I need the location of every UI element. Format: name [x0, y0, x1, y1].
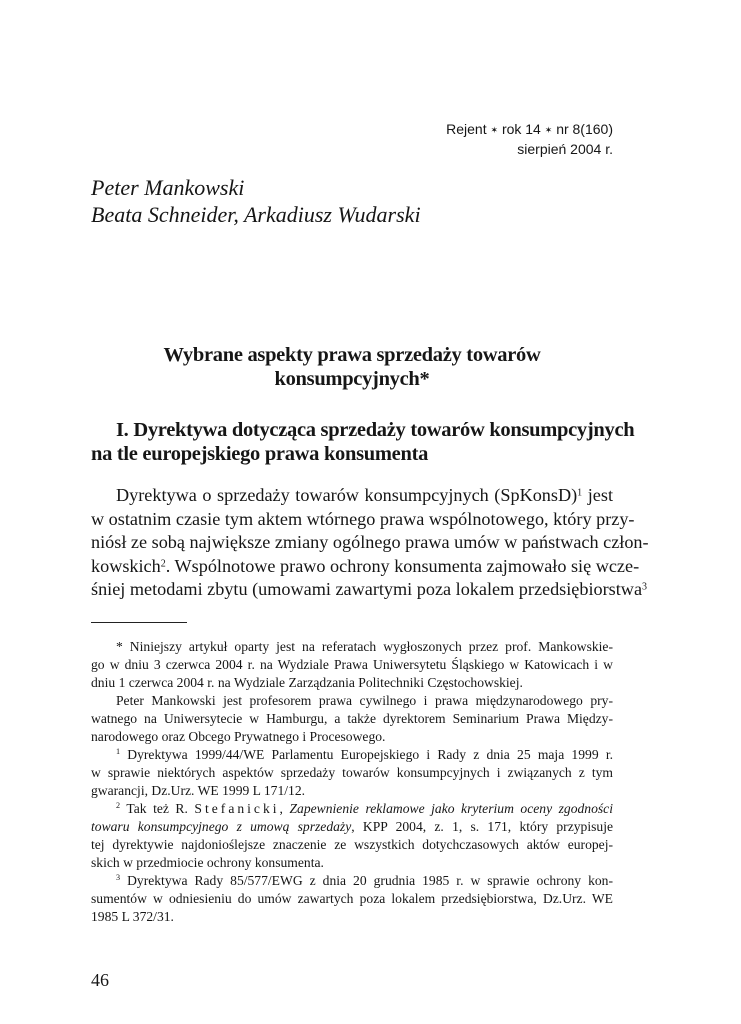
body-line: niósł ze sobą największe zmiany ogólnego prawa umów w państwach człon-: [91, 532, 649, 553]
star-separator-icon: ✶: [490, 125, 499, 135]
journal-date: sierpień 2004 r.: [517, 141, 613, 157]
footnote-line: [91, 872, 613, 890]
star-separator-icon: ✶: [544, 125, 553, 135]
footnote-line: * Niniejszy artykuł oparty jest na referatach wygłoszonych przez prof. Mankowskie-: [116, 639, 613, 654]
footnote-text: Dyrektywa Rady 85/577/EWG z dnia 20 grudnia 1985 r. w sprawie ochrony kon-: [127, 873, 613, 888]
section-heading-line: I. Dyrektywa dotycząca sprzedaży towarów konsumpcyjnych: [116, 419, 635, 441]
body-text: śniej metodami zbytu (umowami zawartymi poza lokalem przedsiębiorstwa: [91, 579, 643, 600]
cited-author: Stefanicki: [194, 801, 280, 816]
title-line: konsumpcyjnych*: [274, 368, 430, 390]
footnote-line: skich w przedmiocie ochrony konsumenta.: [91, 855, 324, 870]
journal-name: Rejent: [446, 121, 487, 137]
journal-volume: rok 14: [501, 121, 541, 137]
footnote-ref: 2: [160, 558, 166, 570]
journal-issue: nr 8(160): [556, 121, 613, 137]
body-line: w ostatnim czasie tym aktem wtórnego prawa wspólnotowego, który przy-: [91, 508, 635, 529]
footnote-text: Tak też R.: [126, 801, 188, 816]
footnote-line: dniu 1 czerwca 2004 r. na Wydziale Zarządzania Politechniki Częstochowskiej.: [91, 675, 523, 690]
footnote-ref: 3: [642, 581, 648, 593]
footnote-line: 1985 L 372/31.: [91, 909, 174, 924]
body-line: [91, 484, 613, 508]
footnote-line: sumentów w odniesieniu do umów zawartych poza lokalem przedsiębiorstwa, Dz.Urz. WE: [91, 891, 613, 906]
footnote-divider: [91, 622, 187, 623]
footnote-line: narodowego oraz Obcego Prywatnego i Procesowego.: [91, 729, 386, 744]
title-line: Wybrane aspekty prawa sprzedaży towarów: [163, 344, 541, 366]
footnote-text: , KPP 2004, z. 1, s. 171, który przypisuje: [351, 819, 614, 834]
author-line: Beata Schneider, Arkadiusz Wudarski: [91, 202, 421, 227]
journal-header: [446, 120, 613, 159]
journal-issue-line: [446, 120, 613, 140]
cited-title: Zapewnienie reklamowe jako kryterium oceny zgodności: [289, 801, 613, 816]
footnote-line: tej dyrektywie najdonioślejsze znaczenie ze wszystkich dotychczasowych aktów europej-: [91, 837, 613, 852]
footnote-line: Peter Mankowski jest profesorem prawa cywilnego i prawa międzynarodowego pry-: [116, 693, 613, 708]
body-line: [91, 555, 640, 579]
footnote-text: Dyrektywa 1999/44/WE Parlamentu Europejskiego i Rady z dnia 25 maja 1999 r.: [127, 747, 613, 762]
footnote-line: [91, 818, 613, 836]
body-text: Dyrektywa o sprzedaży towarów konsumpcyjnych (SpKonsD): [116, 485, 578, 505]
footnotes: [91, 638, 613, 926]
body-line: [91, 578, 648, 602]
section-heading: [91, 418, 635, 466]
footnote-line: $^2$ Tak też R. Stefanicki, Zapewnienie reklamowe jako kryterium oceny zgodności: [116, 801, 613, 816]
cited-title: towaru konsumpcyjnego z umową sprzedaży: [91, 819, 352, 834]
footnote-line: w sprawie niektórych aspektów sprzedaży towarów konsumpcyjnych i związanych z tym: [91, 765, 613, 780]
article-title: [91, 343, 613, 391]
body-text: jest: [587, 485, 613, 505]
footnote-mark: 1: [116, 747, 121, 757]
body-paragraph: [91, 484, 649, 602]
authors-block: [91, 174, 421, 228]
footnote-line: gwarancji, Dz.Urz. WE 1999 L 171/12.: [91, 783, 306, 798]
author-line: Peter Mankowski: [91, 175, 245, 200]
footnote-ref: 1: [577, 487, 583, 499]
section-heading-line: na tle europejskiego prawa konsumenta: [91, 443, 429, 465]
footnote-line: go w dniu 3 czerwca 2004 r. na Wydziale Prawa Uniwersytetu Śląskiego w Katowicach i w: [91, 657, 613, 672]
footnote-line: watnego na Uniwersytecie w Hamburgu, a także dyrektorem Seminarium Prawa Między-: [91, 711, 613, 726]
page-number: 46: [91, 970, 109, 990]
body-text: kowskich: [91, 555, 161, 576]
footnote-line: [91, 746, 613, 764]
footnote-mark: 3: [116, 873, 121, 883]
footnote-mark: 2: [116, 801, 121, 811]
body-text: . Wspólnotowe prawo ochrony konsumenta zajmowało się wcze-: [165, 555, 640, 576]
